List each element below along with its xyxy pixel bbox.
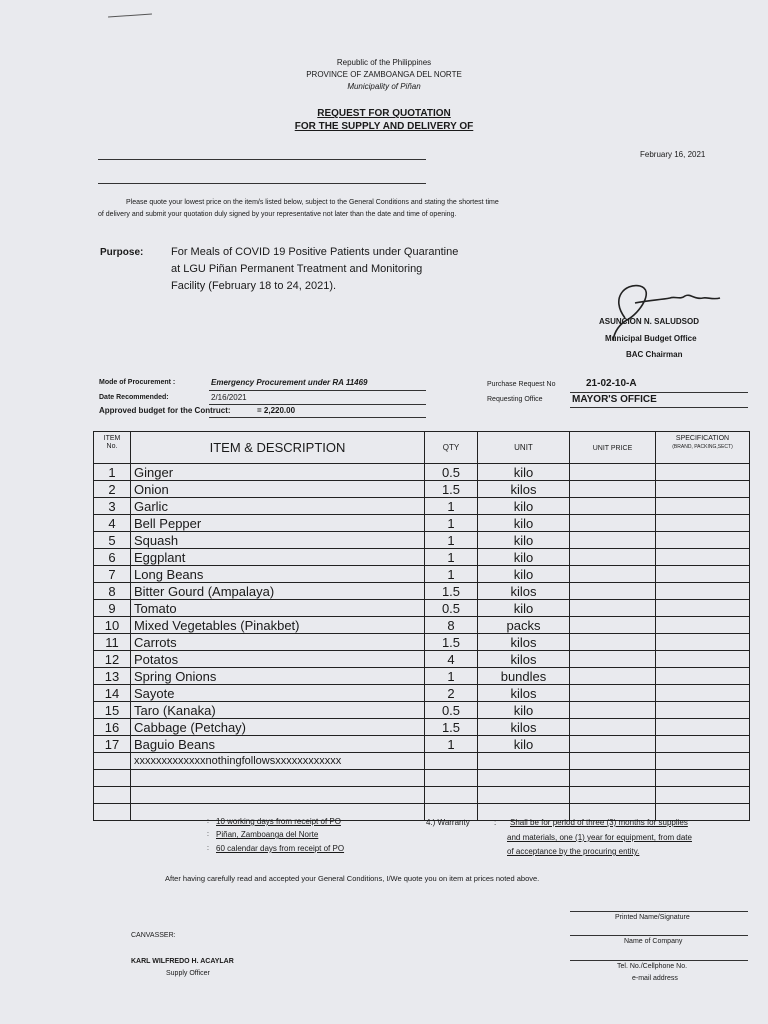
item-description — [131, 787, 425, 804]
table-row — [94, 787, 750, 804]
header-no-label: No. — [106, 443, 118, 450]
item-unit-price — [570, 753, 656, 770]
item-unit — [478, 753, 570, 770]
scratch-mark — [108, 13, 152, 17]
warranty-label: 4.) Warranty — [426, 818, 470, 827]
item-specification — [656, 532, 750, 549]
email-label: e-mail address — [632, 975, 678, 982]
table-row — [94, 736, 750, 753]
item-quantity: 0.5 — [425, 464, 478, 481]
canvasser-name: KARL WILFREDO H. ACAYLAR — [131, 958, 234, 965]
item-description: Tomato — [131, 600, 425, 617]
item-number: 16 — [94, 719, 131, 736]
item-specification — [656, 787, 750, 804]
header-unit: UNIT — [478, 432, 570, 464]
table-row — [94, 600, 750, 617]
table-header-row — [94, 432, 750, 464]
item-unit: kilo — [478, 532, 570, 549]
item-quantity: 1 — [425, 549, 478, 566]
place-term: Piñan, Zamboanga del Norte — [216, 830, 319, 839]
item-number: 17 — [94, 736, 131, 753]
delivery-term: 10 working days from receipt of PO — [216, 817, 341, 826]
warranty-line-3: of acceptance by the procuring entity. — [507, 847, 640, 856]
item-specification — [656, 651, 750, 668]
item-description: Ginger — [131, 464, 425, 481]
item-unit-price — [570, 498, 656, 515]
item-unit-price — [570, 634, 656, 651]
table-row — [94, 617, 750, 634]
item-number — [94, 770, 131, 787]
province-line: PROVINCE OF ZAMBOANGA DEL NORTE — [306, 70, 462, 79]
item-number: 4 — [94, 515, 131, 532]
mode-value: Emergency Procurement under RA 11469 — [211, 378, 368, 387]
item-unit: kilos — [478, 719, 570, 736]
table-row — [94, 685, 750, 702]
item-description: Mixed Vegetables (Pinakbet) — [131, 617, 425, 634]
item-specification — [656, 464, 750, 481]
item-specification — [656, 753, 750, 770]
tel-line — [570, 960, 748, 961]
requesting-office-label: Requesting Office — [487, 396, 543, 403]
item-unit: kilo — [478, 464, 570, 481]
table-row — [94, 634, 750, 651]
item-unit: kilo — [478, 549, 570, 566]
signatory-role: BAC Chairman — [626, 350, 683, 359]
item-unit-price — [570, 481, 656, 498]
canvasser-label: CANVASSER: — [131, 932, 176, 939]
item-description: Spring Onions — [131, 668, 425, 685]
signatory-office: Municipal Budget Office — [605, 334, 697, 343]
canvasser-role: Supply Officer — [166, 970, 210, 977]
item-unit-price — [570, 651, 656, 668]
item-unit: bundles — [478, 668, 570, 685]
header-spec-sub: (BRAND, PACKING,SECT) — [672, 444, 733, 450]
item-unit: kilo — [478, 702, 570, 719]
items-table — [93, 431, 750, 821]
item-unit-price — [570, 787, 656, 804]
item-unit-price — [570, 515, 656, 532]
republic-line: Republic of the Philippines — [336, 58, 432, 67]
item-quantity: 1.5 — [425, 481, 478, 498]
item-quantity: 1 — [425, 668, 478, 685]
item-description: Garlic — [131, 498, 425, 515]
item-number: 9 — [94, 600, 131, 617]
date-recommended-value: 2/16/2021 — [211, 393, 247, 402]
table-row — [94, 651, 750, 668]
item-number: 13 — [94, 668, 131, 685]
item-unit-price — [570, 668, 656, 685]
document-date: February 16, 2021 — [640, 150, 706, 159]
purpose-line-3: Facility (February 18 to 24, 2021). — [171, 280, 337, 292]
item-unit-price — [570, 532, 656, 549]
item-specification — [656, 583, 750, 600]
item-description: Eggplant — [131, 549, 425, 566]
item-unit-price — [570, 464, 656, 481]
item-unit: kilo — [478, 515, 570, 532]
item-unit: kilos — [478, 651, 570, 668]
mode-underline — [209, 390, 426, 391]
item-quantity: 0.5 — [425, 600, 478, 617]
delivery-colon: : — [207, 818, 209, 825]
item-description: Baguio Beans — [131, 736, 425, 753]
item-quantity: 1 — [425, 566, 478, 583]
item-unit — [478, 787, 570, 804]
warranty-line-2: and materials, one (1) year for equipment, from date — [507, 833, 692, 842]
item-number: 11 — [94, 634, 131, 651]
item-description: Bell Pepper — [131, 515, 425, 532]
item-quantity: 1.5 — [425, 583, 478, 600]
title-line-1: REQUEST FOR QUOTATION — [317, 108, 451, 119]
table-row — [94, 481, 750, 498]
item-quantity — [425, 770, 478, 787]
table-row — [94, 464, 750, 481]
item-specification — [656, 736, 750, 753]
budget-underline — [209, 417, 426, 418]
office-underline — [570, 407, 748, 408]
tel-label: Tel. No./Cellphone No. — [617, 963, 688, 970]
item-quantity: 1 — [425, 736, 478, 753]
item-unit-price — [570, 685, 656, 702]
item-number — [94, 753, 131, 770]
item-number: 12 — [94, 651, 131, 668]
pr-value: 21-02-10-A — [586, 378, 637, 389]
item-number — [94, 787, 131, 804]
item-specification — [656, 719, 750, 736]
item-number: 3 — [94, 498, 131, 515]
item-quantity: 0.5 — [425, 702, 478, 719]
item-number: 14 — [94, 685, 131, 702]
item-specification — [656, 770, 750, 787]
item-description: Long Beans — [131, 566, 425, 583]
place-colon: : — [207, 831, 209, 838]
item-description: Taro (Kanaka) — [131, 702, 425, 719]
item-specification — [656, 634, 750, 651]
header-spec-label: SPECIFICATION — [675, 435, 730, 442]
item-number: 7 — [94, 566, 131, 583]
pr-label: Purchase Request No — [487, 381, 556, 388]
purpose-line-1: For Meals of COVID 19 Positive Patients under Quarantine — [171, 246, 459, 258]
table-row — [94, 753, 750, 770]
item-specification — [656, 600, 750, 617]
item-description: Squash — [131, 532, 425, 549]
item-unit: kilos — [478, 481, 570, 498]
item-unit-price — [570, 549, 656, 566]
item-quantity: 1.5 — [425, 719, 478, 736]
item-unit: packs — [478, 617, 570, 634]
item-specification — [656, 549, 750, 566]
item-description: Onion — [131, 481, 425, 498]
warranty-line-1: Shall be for period of three (3) months for supplies — [510, 818, 688, 827]
supply-blank-2 — [98, 183, 426, 184]
item-unit-price — [570, 702, 656, 719]
item-unit: kilos — [478, 634, 570, 651]
item-number: 6 — [94, 549, 131, 566]
budget-value: = 2,220.00 — [257, 406, 296, 415]
company-label: Name of Company — [624, 938, 683, 945]
item-quantity — [425, 787, 478, 804]
table-row — [94, 549, 750, 566]
header-item-label: ITEM — [103, 435, 121, 442]
item-description: Potatos — [131, 651, 425, 668]
header-unit-price: UNIT PRICE — [570, 432, 656, 464]
table-row — [94, 583, 750, 600]
item-unit-price — [570, 736, 656, 753]
table-row — [94, 668, 750, 685]
supply-blank-1 — [98, 159, 426, 160]
item-description: Cabbage (Petchay) — [131, 719, 425, 736]
item-unit-price — [570, 770, 656, 787]
budget-label: Approved budget for the Contruct: — [99, 406, 231, 415]
item-unit: kilo — [478, 600, 570, 617]
item-unit-price — [570, 719, 656, 736]
table-row — [94, 719, 750, 736]
item-quantity: 4 — [425, 651, 478, 668]
instruction-line-1: Please quote your lowest price on the item/s listed below, subject to the General Conditions and stating the shortest time — [126, 199, 499, 206]
item-description: Carrots — [131, 634, 425, 651]
item-unit — [478, 770, 570, 787]
item-quantity: 1 — [425, 532, 478, 549]
title-line-2: FOR THE SUPPLY AND DELIVERY OF — [294, 121, 474, 132]
table-row — [94, 702, 750, 719]
date-recommended-label: Date Recommended: — [99, 394, 169, 401]
item-quantity: 1 — [425, 515, 478, 532]
company-line — [570, 935, 748, 936]
item-number: 5 — [94, 532, 131, 549]
header-description: ITEM & DESCRIPTION — [131, 432, 425, 464]
item-number: 8 — [94, 583, 131, 600]
closing-statement: After having carefully read and accepted your General Conditions, I/We quote you on item at prices noted above. — [165, 874, 540, 883]
table-row — [94, 770, 750, 787]
purpose-line-2: at LGU Piñan Permanent Treatment and Monitoring — [171, 263, 423, 275]
validity-term: 60 calendar days from receipt of PO — [216, 844, 345, 853]
item-unit-price — [570, 617, 656, 634]
validity-colon: : — [207, 845, 209, 852]
signatory-name: ASUNCION N. SALUDSOD — [599, 317, 700, 326]
printed-name-label: Printed Name/Signature — [615, 914, 690, 921]
item-specification — [656, 515, 750, 532]
item-unit: kilos — [478, 685, 570, 702]
date-underline — [209, 404, 426, 405]
item-description: xxxxxxxxxxxxxnothingfollowsxxxxxxxxxxxx — [131, 753, 425, 770]
item-quantity: 8 — [425, 617, 478, 634]
item-unit-price — [570, 566, 656, 583]
instruction-line-2: of delivery and submit your quotation duly signed by your representative not later than the date and time of opening. — [98, 211, 457, 218]
item-specification — [656, 617, 750, 634]
item-specification — [656, 566, 750, 583]
item-description: Bitter Gourd (Ampalaya) — [131, 583, 425, 600]
purpose-label: Purpose: — [100, 247, 144, 258]
table-row — [94, 515, 750, 532]
item-unit-price — [570, 600, 656, 617]
printed-name-line — [570, 911, 748, 912]
item-specification — [656, 685, 750, 702]
item-number: 10 — [94, 617, 131, 634]
item-specification — [656, 498, 750, 515]
warranty-colon: : — [494, 818, 497, 827]
item-unit: kilo — [478, 736, 570, 753]
table-row — [94, 566, 750, 583]
item-specification — [656, 668, 750, 685]
item-unit: kilos — [478, 583, 570, 600]
item-specification — [656, 481, 750, 498]
table-row — [94, 532, 750, 549]
item-number: 1 — [94, 464, 131, 481]
table-row — [94, 498, 750, 515]
item-unit: kilo — [478, 498, 570, 515]
requesting-office-value: MAYOR'S OFFICE — [572, 394, 657, 405]
item-description — [131, 770, 425, 787]
item-quantity: 2 — [425, 685, 478, 702]
item-number: 15 — [94, 702, 131, 719]
item-unit-price — [570, 583, 656, 600]
item-quantity: 1.5 — [425, 634, 478, 651]
item-number: 2 — [94, 481, 131, 498]
pr-underline — [570, 392, 748, 393]
item-unit: kilo — [478, 566, 570, 583]
item-quantity: 1 — [425, 498, 478, 515]
item-number — [94, 804, 131, 821]
header-specification — [656, 432, 750, 464]
items-body — [94, 464, 750, 821]
mode-label: Mode of Procurement : — [99, 379, 176, 386]
item-description: Sayote — [131, 685, 425, 702]
item-specification — [656, 702, 750, 719]
municipality-line: Municipality of Piñan — [347, 82, 421, 91]
item-quantity — [425, 753, 478, 770]
header-item-no — [94, 432, 131, 464]
header-qty: QTY — [425, 432, 478, 464]
